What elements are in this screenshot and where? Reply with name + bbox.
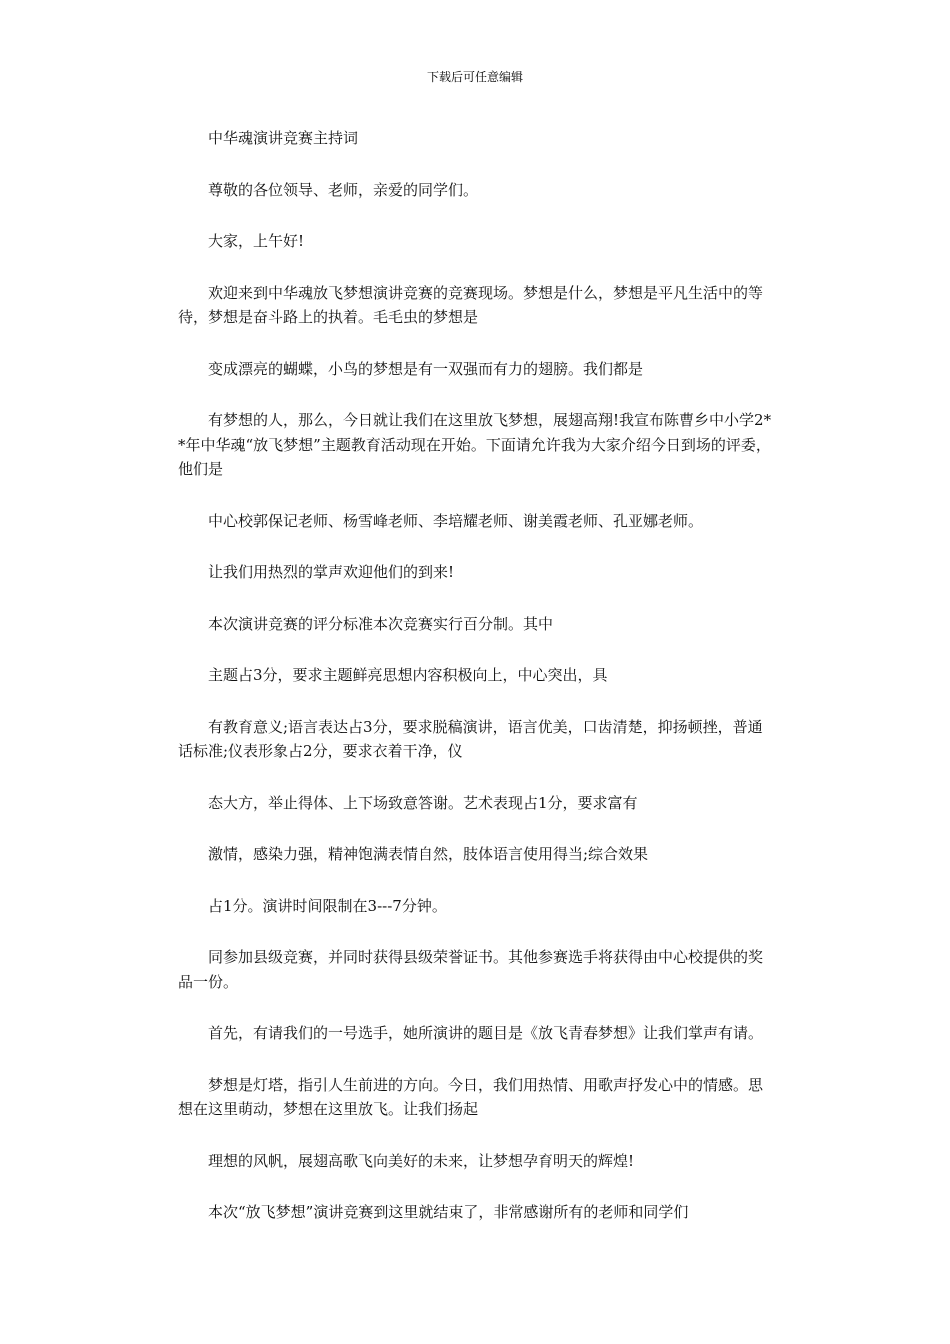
paragraph: 主题占3分，要求主题鲜亮思想内容积极向上，中心突出，具	[208, 666, 608, 684]
paragraph: 梦想是灯塔，指引人生前进的方向。今日，我们用热情、用歌声抒发心中的情感。思想在这里萌动，梦想在这里放飞。让我们扬起	[178, 1075, 764, 1118]
document-title: 中华魂演讲竞赛主持词	[208, 129, 359, 147]
paragraph: 同参加县级竞赛，并同时获得县级荣誉证书。其他参赛选手将获得由中心校提供的奖品一份。	[178, 948, 764, 991]
paragraph: 激情，感染力强，精神饱满表情自然，肢体语言使用得当;综合效果	[208, 845, 649, 863]
paragraph: 理想的风帆，展翅高歌飞向美好的未来，让梦想孕育明天的辉煌!	[208, 1151, 635, 1170]
paragraph: 首先，有请我们的一号选手，她所演讲的题目是《放飞青春梦想》让我们掌声有请。	[208, 1024, 764, 1042]
paragraph: 有教育意义;语言表达占3分，要求脱稿演讲，语言优美，口齿清楚，抑扬顿挫，普通话标准;仪表形象占2分，要求衣着干净，仪	[178, 717, 763, 760]
paragraph: 态大方，举止得体、上下场致意答谢。艺术表现占1分，要求富有	[208, 793, 638, 812]
paragraph: 本次“放飞梦想”演讲竞赛到这里就结束了，非常感谢所有的老师和同学们	[208, 1203, 689, 1221]
paragraph: 欢迎来到中华魂放飞梦想演讲竞赛的竞赛现场。梦想是什么，梦想是平凡生活中的等待，梦想是奋斗路上的执着。毛毛虫的梦想是	[178, 283, 764, 326]
paragraph: 让我们用热烈的掌声欢迎他们的到来!	[208, 563, 455, 581]
paragraph: 有梦想的人，那么，今日就让我们在这里放飞梦想，展翅高翔!我宣布陈曹乡中小学2**年中华魂“放飞梦想”主题教育活动现在开始。下面请允许我为大家介绍今日到场的评委，他们是	[178, 411, 772, 478]
paragraph: 尊敬的各位领导、老师，亲爱的同学们。	[208, 180, 479, 199]
paragraph: 占1分。演讲时间限制在3---7分钟。	[208, 896, 447, 915]
paragraph: 大家，上午好!	[208, 232, 305, 250]
paragraph: 变成漂亮的蝴蝶，小鸟的梦想是有一双强而有力的翅膀。我们都是	[208, 359, 644, 378]
paragraph: 中心校郭保记老师、杨雪峰老师、李培耀老师、谢美霞老师、孔亚娜老师。	[208, 511, 704, 530]
page-header: 下载后可任意编辑	[426, 70, 523, 84]
paragraph: 本次演讲竞赛的评分标准本次竞赛实行百分制。其中	[208, 614, 554, 633]
document-body	[178, 126, 772, 1252]
